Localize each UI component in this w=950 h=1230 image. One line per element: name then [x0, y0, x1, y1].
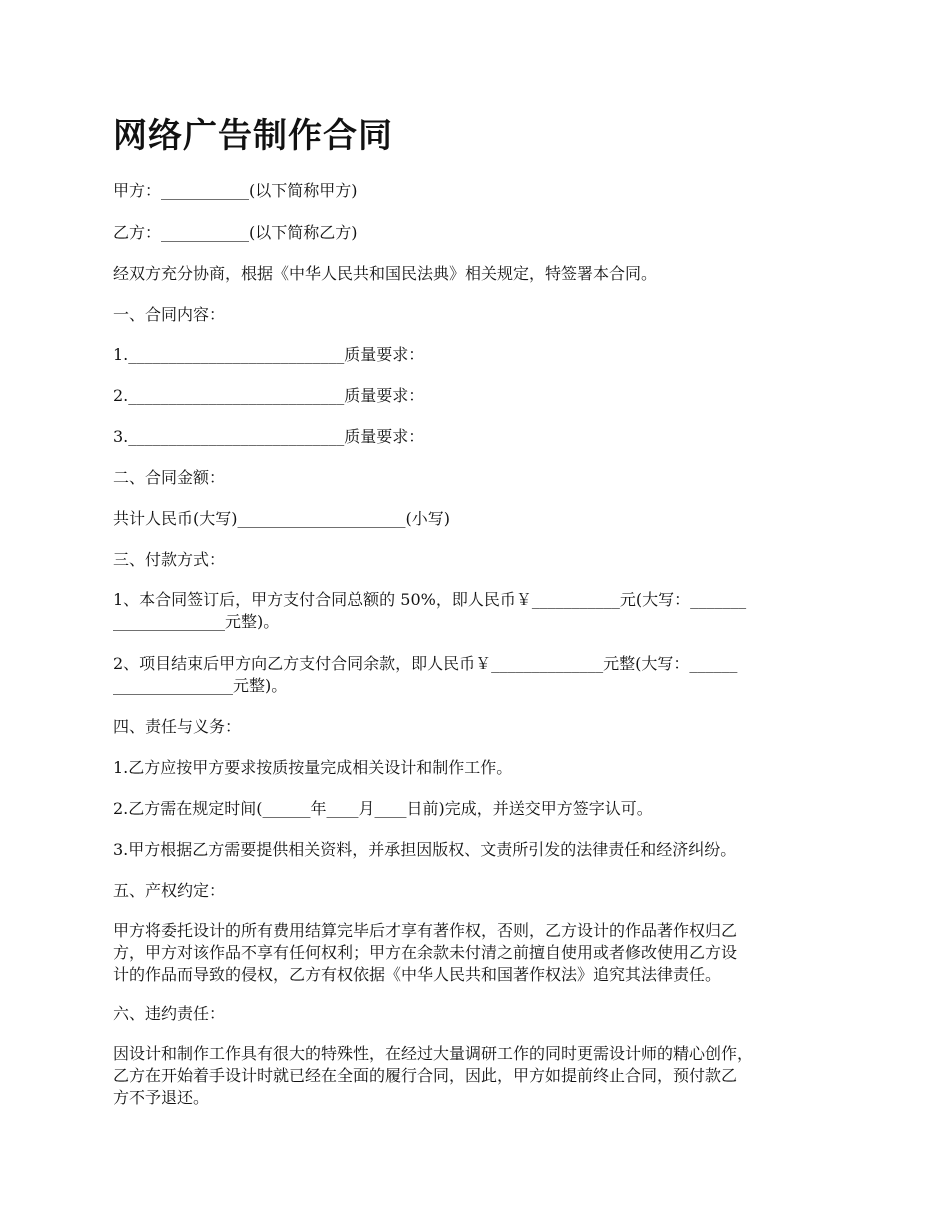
- payment-item-1-line: 1、本合同签订后，甲方支付合同总额的 50%，即人民币￥___________元(大写：_______: [113, 590, 747, 609]
- paragraph-line: 方不予退还。: [113, 1088, 210, 1107]
- paragraph-line: 因设计和制作工作具有很大的特殊性，在经过大量调研工作的同时更需设计师的精心创作，: [113, 1044, 754, 1063]
- payment-item-1-line: ______________元整)。: [113, 612, 280, 631]
- payment-item-1: [113, 589, 838, 633]
- section-1-heading: 一、合同内容：: [113, 305, 226, 324]
- party-a-line: 甲方：___________(以下简称甲方): [113, 181, 358, 200]
- breach-liability-paragraph: [113, 1043, 838, 1109]
- party-b-line: 乙方：___________(以下简称乙方): [113, 223, 358, 242]
- property-rights-paragraph: [113, 920, 838, 986]
- intro-paragraph: 经双方充分协商，根据《中华人民共和国民法典》相关规定，特签署本合同。: [113, 264, 658, 283]
- contract-amount-line: 共计人民币(大写)_____________________(小写): [113, 509, 450, 528]
- payment-item-2: [113, 653, 838, 697]
- duty-item: 1.乙方应按甲方要求按质按量完成相关设计和制作工作。: [113, 758, 513, 777]
- paragraph-line: 计的作品而导致的侵权，乙方有权依据《中华人民共和国著作权法》追究其法律责任。: [113, 965, 722, 984]
- duty-item: 3.甲方根据乙方需要提供相关资料，并承担因版权、文责所引发的法律责任和经济纠纷。: [113, 840, 737, 859]
- section-2-heading: 二、合同金额：: [113, 468, 226, 487]
- paragraph-line: 甲方将委托设计的所有费用结算完毕后才享有著作权，否则，乙方设计的作品著作权归乙: [113, 921, 738, 940]
- document-title: 网络广告制作合同: [113, 116, 393, 156]
- contract-item: 1.___________________________质量要求：: [113, 345, 425, 364]
- paragraph-line: 乙方在开始着手设计时就已经在全面的履行合同，因此，甲方如提前终止合同，预付款乙: [113, 1066, 738, 1085]
- duty-item: 2.乙方需在规定时间(______年____月____日前)完成，并送交甲方签字认可。: [113, 799, 653, 818]
- payment-item-2-line: _______________元整)。: [113, 676, 288, 695]
- section-4-heading: 四、责任与义务：: [113, 717, 242, 736]
- section-3-heading: 三、付款方式：: [113, 550, 226, 569]
- contract-item: 3.___________________________质量要求：: [113, 427, 425, 446]
- section-5-heading: 五、产权约定：: [113, 881, 226, 900]
- payment-item-2-line: 2、项目结束后甲方向乙方支付合同余款，即人民币￥______________元整(大写：______: [113, 654, 738, 673]
- contract-item: 2.___________________________质量要求：: [113, 386, 425, 405]
- section-6-heading: 六、违约责任：: [113, 1004, 226, 1023]
- paragraph-line: 方，甲方对该作品不享有任何权利；甲方在余款未付清之前擅自使用或者修改使用乙方设: [113, 943, 738, 962]
